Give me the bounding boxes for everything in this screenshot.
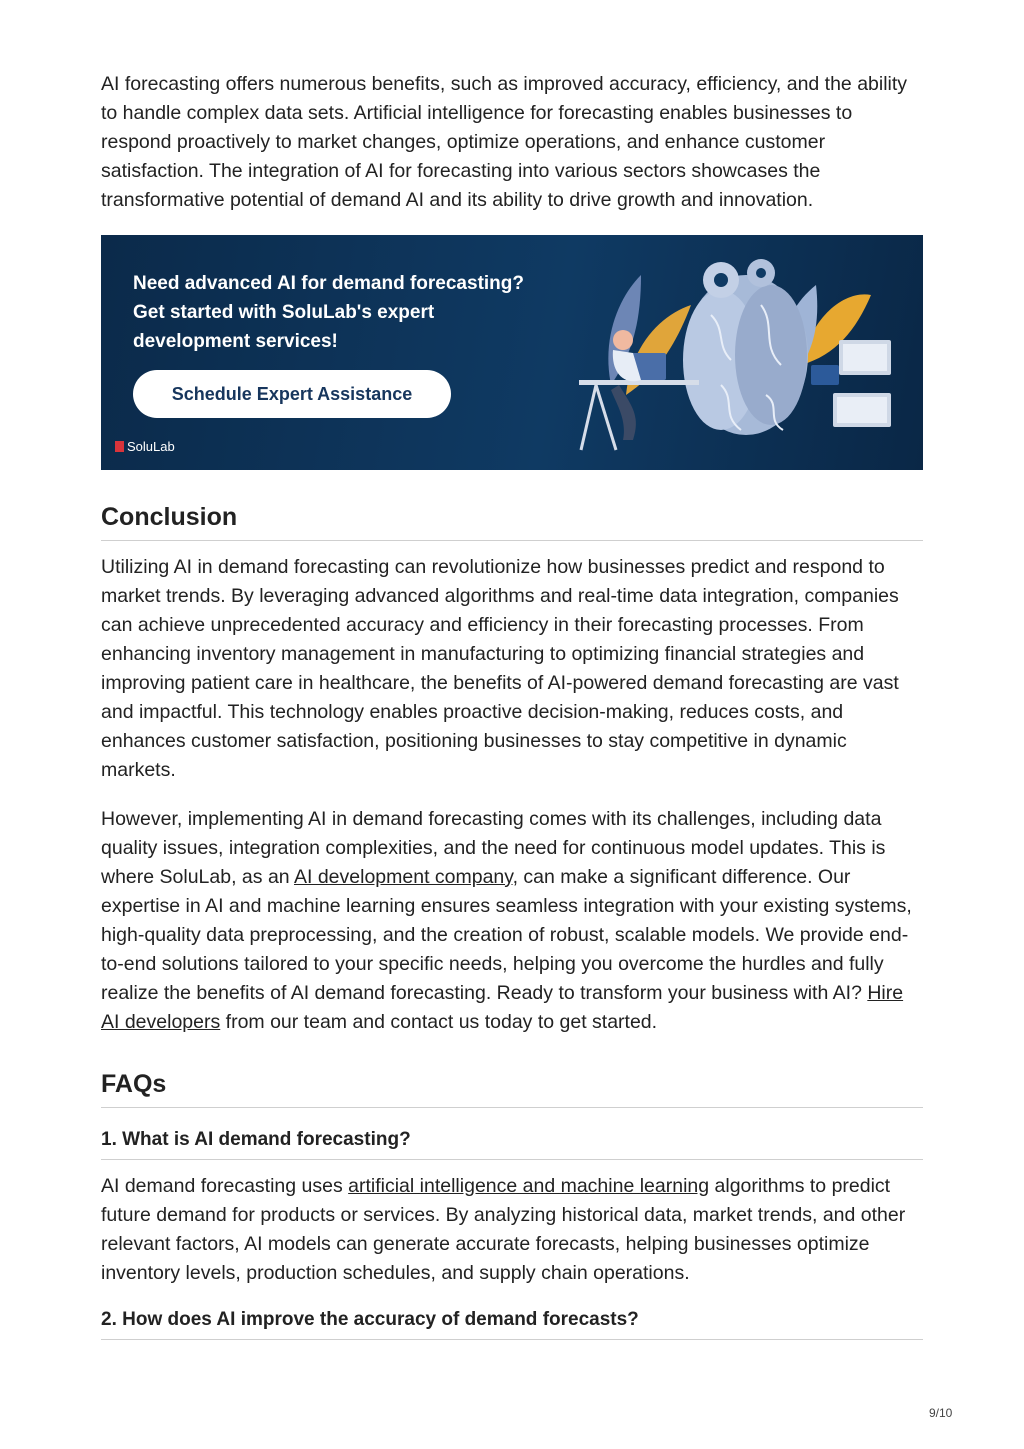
logo-text: SoluLab	[127, 439, 175, 454]
solulab-logo	[115, 439, 175, 454]
banner-line-2: Get started with SoluLab's expert	[133, 302, 435, 323]
faqs-heading: FAQs	[101, 1069, 923, 1108]
conclusion-heading: Conclusion	[101, 502, 923, 541]
faq-question-2: 2. How does AI improve the accuracy of demand forecasts?	[101, 1308, 923, 1340]
banner-line-3: development services!	[133, 331, 338, 352]
a1-text-2: algorithms to predict future demand for products or services. By analyzing historical data, market trends, and other relevant factors, AI models can generate accurate forecasts, helping businesses optimize inventory levels, production schedules, and supply chain operations.	[101, 1175, 906, 1284]
hire-ai-developers-link[interactable]: Hire AI developers	[101, 982, 904, 1033]
schedule-assistance-button[interactable]: Schedule Expert Assistance	[133, 370, 451, 418]
faq-answer-1	[101, 1172, 923, 1288]
p2-text-2: , can make a significant difference. Our expertise in AI and machine learning ensures seamless integration with your existing systems, high-quality data preprocessing, and the creation of robust, scalable models. We provide end-to-end solutions tailored to your specific needs, helping you overcome the hurdles and fully realize the benefits of AI demand forecasting. Ready to transform your business with AI?	[101, 866, 912, 1004]
p2-text-3: from our team and contact us today to get started.	[220, 1011, 658, 1033]
banner-line-1: Need advanced AI for demand forecasting?	[133, 273, 524, 294]
faq-question-1: 1. What is AI demand forecasting?	[101, 1128, 923, 1160]
ai-ml-link[interactable]: artificial intelligence and machine learning	[348, 1175, 710, 1197]
ai-brain-illustration	[571, 235, 923, 470]
a1-text-1: AI demand forecasting uses	[101, 1175, 349, 1197]
ai-development-company-link[interactable]: AI development company	[293, 866, 513, 888]
conclusion-paragraph-2	[101, 805, 923, 1037]
p2-text-1: However, implementing AI in demand forecasting comes with its challenges, including data quality issues, integration complexities, and the need for continuous model updates. This is where SoluLab, as an	[101, 808, 886, 888]
banner-headline	[133, 269, 593, 356]
page-number: 9/10	[929, 1406, 953, 1420]
logo-mark-icon	[115, 441, 124, 452]
promo-banner[interactable]	[101, 235, 923, 470]
conclusion-paragraph-1: Utilizing AI in demand forecasting can revolutionize how businesses predict and respond to market trends. By leveraging advanced algorithms and real-time data integration, companies can achieve unprecedented accuracy and efficiency in their forecasting processes. From enhancing inventory management in manufacturing to optimizing financial strategies and improving patient care in healthcare, the benefits of AI-powered demand forecasting are vast and impactful. This technology enables proactive decision-making, reduces costs, and enhances customer satisfaction, positioning businesses to stay competitive in dynamic markets.	[101, 556, 899, 781]
intro-paragraph: AI forecasting offers numerous benefits, such as improved accuracy, efficiency, and the ability to handle complex data sets. Artificial intelligence for forecasting enables businesses to respond proactively to market changes, optimize operations, and enhance customer satisfaction. The integration of AI for forecasting into various sectors showcases the transformative potential of demand AI and its ability to drive growth and innovation.	[101, 73, 908, 211]
document-page	[101, 70, 923, 1340]
